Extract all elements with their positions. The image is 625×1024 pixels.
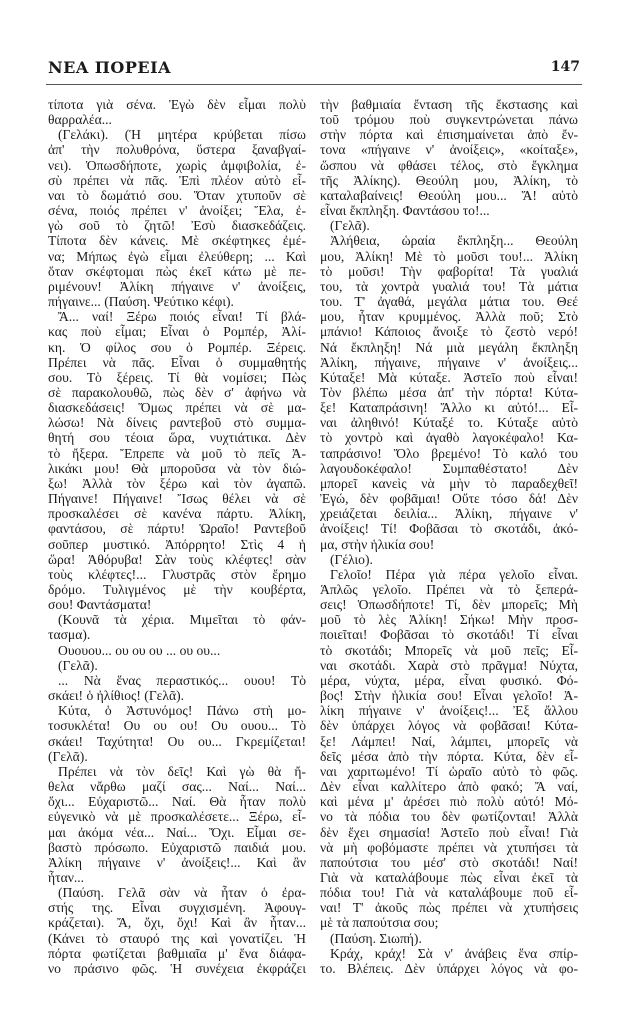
text-line: μὲ τὰ παπούτσια σου; xyxy=(320,915,439,931)
text-line: πόρτα φωτίζεται βαθμιαῖα μ' ἕνα διάφα- xyxy=(48,945,306,961)
paragraph xyxy=(48,643,306,658)
text-line: σεις! Ὁπωσδήποτε! Τί, δὲν μπορεῖς; Μὴ xyxy=(320,597,578,613)
text-line: Ἀλήθεια, ὡραία ἔκπληξη... Θεούλη xyxy=(330,233,578,249)
text-line: θητή σου τέοια ὥρα, νυχτιάτικα. Δὲν xyxy=(48,430,306,446)
text-line: σκάει! ὁ ἠλίθιος! (Γελᾶ). xyxy=(48,688,185,704)
text-line: μα, στὴν ἡλικία σου! xyxy=(320,536,435,552)
text-line: τὴν βαθμιαία ἔνταση τῆς ἔκστασης καὶ xyxy=(320,97,578,112)
text-line: (Γελᾶ). xyxy=(48,748,88,764)
text-line: νο τὰ πόδια του δὲν φωτίζονται! Ἀλλὰ xyxy=(320,809,578,825)
text-line: ὥσπου νὰ φθάσει τέλος, στὸ ἔγκλημα xyxy=(320,157,578,173)
paragraph xyxy=(48,885,306,976)
text-line: σένα, ποιός πρέπει ν' ἀνοίξει; Ἔλα, ἐ- xyxy=(48,203,306,219)
paragraph xyxy=(320,218,578,233)
text-line: λικάκι μου! Θὰ μποροῦσα νὰ τὸν διώ- xyxy=(48,460,306,476)
paragraph xyxy=(320,946,578,976)
text-line: Δὲν εἶναι καλλίτερο ἀπὸ φακό; Ἄ ναί, xyxy=(320,779,578,795)
text-line: Τὸν βλέπω μέσα ἀπ' τὴν πόρτα! Κύτα- xyxy=(320,384,578,400)
text-line: σου! Φαντάσματα! xyxy=(48,597,152,613)
page-number: 147 xyxy=(550,59,580,75)
text-line: ξε! Καταπράσινη! Ἄλλο κι αὐτό!... Εἶ- xyxy=(320,400,578,416)
text-line: Ἀλίκη, πήγαινε, πήγαινε ν' ἀνοίξεις... xyxy=(320,354,578,370)
text-line: λαγουδοκέφαλο! Συμπαθέστατο! Δὲν xyxy=(320,460,578,476)
paragraph xyxy=(48,127,306,309)
text-line: μπορεῖ κανεὶς νὰ μὴν τὸ παραδεχθεῖ! xyxy=(320,475,578,491)
text-line: σὲ παρακολουθῶ, πὼς δὲν σ' ἀφήνω νὰ xyxy=(48,384,306,400)
text-line: καὶ μένα μ' ἀρέσει πιὸ πολὺ αὐτό! Μό- xyxy=(320,794,578,810)
text-line: το. Βλέπεις. Δὲν ὑπάρχει λόγος νὰ φο- xyxy=(320,960,578,976)
header-rule xyxy=(46,84,582,85)
paragraph xyxy=(48,703,306,764)
text-line: προσκαλέσει σὲ κανένα πάρτυ. Ἀλίκη, xyxy=(48,506,306,522)
paragraph xyxy=(320,567,578,931)
text-line: τοὺς κλέφτες!... Γλυστρᾶς στὸν ἔρημο xyxy=(48,566,306,582)
text-line: εὐγενικὸ νὰ μὲ προσκαλέσετε... Ξέρω, εἶ- xyxy=(48,809,306,825)
paragraph xyxy=(320,233,578,551)
paragraph xyxy=(48,658,306,673)
text-line: σου. Τὸ ξέρεις. Τί θὰ νομίσει; Πὼς xyxy=(48,369,306,385)
text-line: ταπράσινο! Ὅλο βρεμένο! Τὸ καλό του xyxy=(320,445,578,461)
text-line: σκάει! Ταχύτητα! Ου ου... Γκρεμίζεται! xyxy=(48,733,306,749)
text-line: φαντάσου, σὲ πάρτυ! Ὡραῖο! Ραντεβοῦ xyxy=(48,521,306,537)
text-line: (Γελάκι). (Ἡ μητέρα κρύβεται πίσω xyxy=(58,127,306,143)
text-line: (Παύση. Γελᾶ σὰν νὰ ἦταν ὁ ἐρα- xyxy=(58,885,306,901)
text-line: (Γελᾶ). xyxy=(58,657,98,673)
text-line: τῆς Ἀλίκης). Θεούλη μου, Ἀλίκη, τὸ xyxy=(320,172,578,188)
text-line: (Γελᾶ). xyxy=(330,218,370,234)
text-line: κη. Ὁ φίλος σου ὁ Ρομπέρ. Ξέρεις. xyxy=(48,339,306,355)
text-line: του. Τ' ἀγαθά, μεγάλα μάτια του. Θεέ xyxy=(320,294,578,310)
text-line: νὰ μὴ φοβόμαστε πρέπει νὰ χτυπήσει τὰ xyxy=(320,839,578,855)
text-line: μαι ἀκόμα νέα... Ναί... Ὄχι. Εἶμαι σε- xyxy=(48,824,306,840)
paragraph xyxy=(48,309,306,612)
paragraph xyxy=(48,764,306,885)
text-line: ἦταν... xyxy=(48,869,85,885)
paragraph xyxy=(48,612,306,642)
text-line: ναι τὸ δωμάτιό σου. Ὅταν χτυποῦν σὲ xyxy=(48,187,306,203)
text-line: διασκεδάσεις! Ὅμως πρέπει νὰ σὲ μα- xyxy=(48,400,306,416)
text-line: μέρα, νύχτα, μέρα, εἶναι φυσικό. Φό- xyxy=(320,672,578,688)
paragraph xyxy=(48,673,306,703)
text-line: τὸ ἤξερα. Ἔπρεπε νὰ μοῦ τὸ πεῖς Ἀ- xyxy=(48,445,306,461)
text-line: δὲν ὑπάρχει λόγος νὰ φοβᾶσαι! Κύτα- xyxy=(320,718,578,734)
text-line: ὥρα! Ἀθόρυβα! Σὰν τοὺς κλέφτες! σὰν xyxy=(48,551,306,567)
text-line: στής της. Εἶναι συγχισμένη. Ἀφουγ- xyxy=(48,900,306,916)
paragraph xyxy=(320,552,578,567)
text-line: λώσω! Νὰ δίνεις ραντεβοῦ στὸ συμμα- xyxy=(48,415,306,431)
text-line: ἀπ' τὴν πολυθρόνα, ὕστερα ξαναβγαί- xyxy=(48,142,306,158)
text-line: χρειάζεται δειλία... Ἀλίκη, πήγαινε ν' xyxy=(320,506,578,522)
text-line: πήγαινε... (Παύση. Ψεύτικο κέφι). xyxy=(48,294,234,310)
text-line: (Παύση. Σιωπή). xyxy=(330,930,422,946)
text-line: βος! Στὴν ἡλικία σου! Εἶναι γελοῖο! Ἀ- xyxy=(320,688,578,704)
text-line: ναι χαριτωμένο! Τί ὡραῖο αὐτὸ τὸ φῶς. xyxy=(320,763,578,779)
text-line: σὺ πρέπει νὰ πᾶς. Ἐπὶ πλέον αὐτὸ εἶ- xyxy=(48,172,306,188)
text-line: Γελοῖο! Πέρα γιὰ πέρα γελοῖο εἶναι. xyxy=(330,566,578,582)
text-line: Κύτα, ὁ Ἀστυνόμος! Πάνω στὴ μο- xyxy=(58,703,306,719)
paragraph xyxy=(320,931,578,946)
running-header xyxy=(48,58,580,84)
text-line: καταλαβαίνεις! Θεούλη μου... Ἄ! αὐτὸ xyxy=(320,187,578,203)
text-line: μου, ἦταν κρυμμένος. Ἀλλὰ ποῦ; Στὸ xyxy=(320,309,578,325)
text-line: νει). Ὁπωσδήποτε, χωρὶς ἀμφιβολία, ἐ- xyxy=(48,157,306,173)
text-line: στὴν πόρτα καὶ ἐπισημαίνεται ἀπὸ ἔν- xyxy=(320,127,578,143)
text-line: Πήγαινε! Πήγαινε! Ἴσως θέλει νὰ σὲ xyxy=(48,491,306,507)
text-line: Ἀλίκη πήγαινε ν' ἀνοίξεις!... Καὶ ἂν xyxy=(48,854,306,870)
text-line: λίκη πήγαινε ν' ἀνοίξεις!... Ἐξ ἄλλου xyxy=(320,703,578,719)
text-line: τονα «πήγαινε ν' ἀνοίξεις», «κοίταξε», xyxy=(320,142,578,158)
text-line: Ουουου... ου ου ου ... ου ου... xyxy=(58,642,221,658)
text-line: Ἐγώ, δὲν φοβᾶμαι! Οὔτε τόσο δά! Δὲν xyxy=(320,491,578,507)
text-line: δεῖς μέσα ἀπὸ τὴν πόρτα. Κύτα, δὲν εἶ- xyxy=(320,748,578,764)
text-line: νο πράσινο φῶς. Ἡ συνέχεια ἐκφράζει xyxy=(48,960,306,976)
text-line: τὸ μοῦσι! Τὴν φαβορίτα! Τὰ γυαλιά xyxy=(320,263,578,279)
text-line: ναι σκοτάδι. Χαρὰ στὸ πρᾶγμα! Νύχτα, xyxy=(320,657,578,673)
text-line: ὄχι... Εὐχαριστῶ... Ναί. Θὰ ἦταν πολὺ xyxy=(48,794,306,810)
text-line: τὸ χοντρὸ καὶ ἀγαθὸ λαγοκέφαλο! Κα- xyxy=(320,430,578,446)
text-line: μου, Ἀλίκη! Μὲ τὸ μοῦσι του!... Ἀλίκη xyxy=(320,248,578,264)
paragraph xyxy=(320,97,578,218)
text-line: ποιεῖται! Φοβᾶσαι τὸ σκοτάδι! Τί εἶναι xyxy=(320,627,578,643)
text-line: παπούτσια του μέσ' στὸ σκοτάδι! Ναί! xyxy=(320,854,578,870)
left-text-column xyxy=(48,97,306,976)
text-line: τίποτα γιὰ σένα. Ἐγὼ δὲν εἶμαι πολὺ xyxy=(48,97,306,112)
text-line: σοῦπερ μυστικό. Ἀπόρρητο! Στὶς 4 ἡ xyxy=(48,536,306,552)
text-line: Τίποτα δὲν κάνεις. Μὲ σκέφτηκες ἐμέ- xyxy=(48,233,306,249)
text-line: τὸ σκοτάδι; Μπορεῖς νὰ μοῦ πεῖς; Εἶ- xyxy=(320,642,578,658)
text-line: κας ποὺ εἶμαι; Εἶναι ὁ Ρομπέρ, Ἀλί- xyxy=(48,324,306,340)
text-line: ξω! Ἀλλὰ τὸν ξέρω καὶ τὸν ἀγαπῶ. xyxy=(48,475,306,491)
text-line: δὲν ἔχει σημασία! Ἀστεῖο ποὺ εἶναι! Γιὰ xyxy=(320,824,578,840)
text-line: θελα νἄρθω μαζί σας... Ναί... Ναί... xyxy=(48,779,306,795)
text-line: Ἄ... ναί! Ξέρω ποιός εἶναι! Τί βλά- xyxy=(58,309,306,325)
text-line: θαρραλέα... xyxy=(48,112,112,128)
text-line: τοῦ τρόμου ποὺ συγκεντρώνεται πάνω xyxy=(320,112,578,128)
text-line: Ἁπλῶς γελοῖο. Πρέπει νὰ τὸ ξεπερά- xyxy=(320,582,578,597)
text-line: μπάνιο! Κάποιος ἄνοιξε τὸ ζεστὸ νερό! xyxy=(320,324,578,340)
text-line: τασμα). xyxy=(48,627,91,643)
text-line: Κύταξε! Μὰ κύταξε. Ἀστεῖο ποὺ εἶναι! xyxy=(320,369,578,385)
text-line: ὅταν σκέφτομαι πὼς ἐκεῖ κάτω μὲ πε- xyxy=(48,263,306,279)
text-line: Γιὰ νὰ καταλάβουμε πὼς εἶναι ἐκεῖ τὰ xyxy=(320,869,578,885)
text-line: (Γέλιο). xyxy=(330,551,373,567)
text-line: Πρέπει νὰ τὸν δεῖς! Καὶ γὼ θὰ ἤ- xyxy=(58,763,306,779)
text-line: (Κουνᾶ τὰ χέρια. Μιμεῖται τὸ φάν- xyxy=(58,612,306,628)
journal-title: ΝΕΑ ΠΟΡΕΙΑ xyxy=(48,58,171,77)
text-line: ναι ἀληθινό! Κύταξέ το. Κύταξε αὐτὸ xyxy=(320,415,578,431)
text-line: δρόμο. Τυλιγμένος μὲ τὴν κουβέρτα, xyxy=(48,582,306,597)
text-line: τοσυκλέτα! Ου ου ου! Ου ουου... Τὸ xyxy=(48,718,306,734)
text-line: ξε! Λάμπει! Ναί, λάμπει, μπορεῖς νὰ xyxy=(320,733,578,749)
text-line: Πρέπει νὰ πᾶς. Εἶναι ὁ συμμαθητής xyxy=(48,354,306,370)
right-text-column xyxy=(320,97,578,976)
text-line: Κράχ, κράχ! Σὰ ν' ἀνάβεις ἕνα σπίρ- xyxy=(330,945,578,961)
text-line: να; Μήπως ἐγὼ εἶμαι ἐλεύθερη; ... Καὶ xyxy=(48,248,306,264)
text-line: (Κάνει τὸ σταυρό της καὶ γονατίζει. Ἡ xyxy=(48,930,306,946)
text-line: ριμένουν! Ἀλίκη πήγαινε ν' ἀνοίξεις, xyxy=(48,278,306,294)
text-line: πόδια του! Γιὰ νὰ καταλάβουμε ποῦ εἶ- xyxy=(320,885,578,901)
paragraph xyxy=(48,97,306,127)
text-line: ναι! Τ' ἀκοῦς πὼς πρέπει νὰ χτυπήσεις xyxy=(320,900,578,916)
text-line: του, τὰ χοντρὰ γυαλιά του! Τὰ μάτια xyxy=(320,278,578,294)
text-line: βαστὸ πρόσωπο. Εὐχαριστῶ παιδιά μου. xyxy=(48,839,306,855)
text-line: ... Νὰ ἕνας περαστικός... ουου! Τὸ xyxy=(58,672,306,688)
text-line: μοῦ τὸ λὲς Ἀλίκη! Σήκω! Μὴν προσ- xyxy=(320,612,578,628)
text-line: Νά ἔκπληξη! Νά μιὰ μεγάλη ἔκπληξη xyxy=(320,339,578,355)
text-line: κράζεται). Ἄ, ὄχι, ὄχι! Καὶ ἂν ἦταν... xyxy=(48,915,306,931)
text-line: εἶναι ἔκπληξη. Φαντάσου το!... xyxy=(320,203,490,219)
text-line: ἀνοίξεις! Τί! Φοβᾶσαι τὸ σκοτάδι, ἀκό- xyxy=(320,521,578,537)
text-line: γὼ σοῦ τὸ ζητῶ! Ἐσὺ διασκεδάζεις. xyxy=(48,218,306,234)
